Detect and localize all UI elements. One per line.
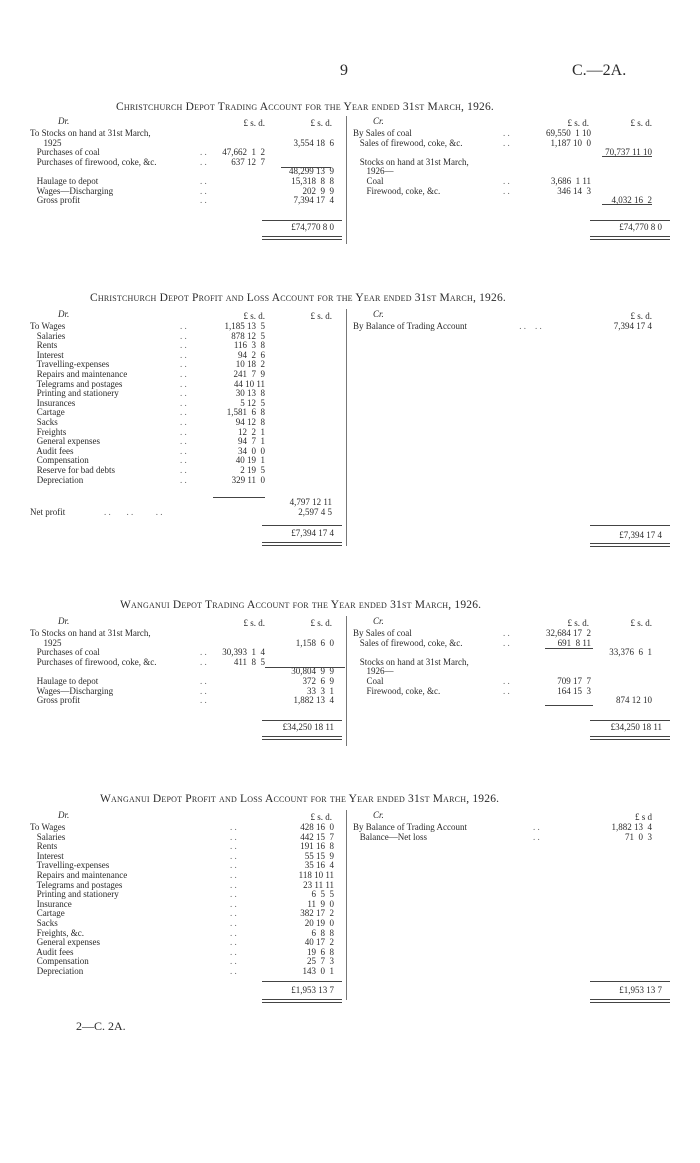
- ledger-amount: 6 8 8: [311, 927, 334, 938]
- ledger-row: [30, 938, 342, 948]
- ledger-amount: 411 8 5: [233, 656, 265, 667]
- ledger-item-label: Gross profit: [30, 195, 80, 206]
- s1-total-rule-bottom: [590, 236, 670, 240]
- ledger-amount: 25 7 3: [307, 956, 334, 967]
- ledger-amount: 94 12 8: [235, 416, 265, 427]
- s4-cr-label: Cr.: [373, 810, 384, 820]
- s4-total-rule-top: [262, 981, 342, 982]
- s2-divider: [346, 309, 347, 546]
- leader-dots: . .: [503, 175, 510, 186]
- ledger-item-label: Salaries: [30, 330, 66, 341]
- leader-dots: . .: [533, 831, 540, 842]
- ledger-amount-total: 3,554 18 6: [293, 137, 334, 148]
- leader-dots: . .: [230, 956, 237, 967]
- page-number: 9: [340, 62, 348, 79]
- ledger-item-label: Haulage to depot: [30, 675, 99, 686]
- ledger-amount: 1,581 6 8: [226, 407, 265, 418]
- leader-dots: . .: [230, 822, 237, 832]
- ledger-amount-total: 1,882 13 4: [293, 695, 334, 706]
- leader-dots: . .: [180, 340, 187, 351]
- s1-total-rule-bottom: [262, 236, 342, 240]
- s1-total-debit: £74,770 8 0: [291, 222, 334, 232]
- leader-dots: . .: [200, 156, 207, 167]
- s3-cr-head-a: £ s. d.: [567, 618, 589, 628]
- ledger-amount: 32,684 17 2: [546, 628, 591, 638]
- ledger-row: [30, 823, 342, 833]
- s4-cr-head: £ s d: [634, 812, 652, 822]
- leader-dots: . .: [180, 388, 187, 399]
- s2-net-value: 2,597 4 5: [298, 507, 332, 517]
- s4-total-credit: £1,953 13 7: [619, 985, 662, 995]
- ledger-item-label: Telegrams and postages: [30, 378, 123, 389]
- leader-dots: . .: [230, 917, 237, 928]
- s3-dr-label: Dr.: [58, 616, 70, 626]
- leader-dots: . .: [230, 927, 237, 938]
- ledger-item-label: Telegrams and postages: [30, 879, 123, 890]
- ledger-item-label: 1925: [30, 137, 62, 148]
- ledger-item-label: Interest: [30, 349, 64, 360]
- leader-dots: . .: [503, 685, 510, 696]
- leader-dots: . .: [180, 426, 187, 437]
- ledger-item-label: General expenses: [30, 436, 100, 447]
- s2-rule: [213, 497, 265, 498]
- ledger-amount: 34 0 0: [238, 445, 265, 456]
- s3-cr-head-b: £ s. d.: [630, 618, 652, 628]
- ledger-row: [353, 696, 658, 706]
- leader-dots: . .: [230, 879, 237, 890]
- leader-dots: . .: [180, 349, 187, 360]
- ledger-row: [30, 696, 342, 706]
- ledger-amount: 691 8 11: [557, 637, 591, 648]
- s4-divider: [346, 810, 347, 1000]
- leader-dots: . .: [230, 831, 237, 842]
- ledger-amount-total: 70,737 11 10: [605, 147, 652, 158]
- leader-dots: . .: [200, 185, 207, 196]
- leader-dots: . .: [180, 416, 187, 427]
- ledger-item-label: Cartage: [30, 407, 65, 418]
- ledger-amount: 55 15 9: [304, 850, 334, 861]
- ledger-amount: 40 17 2: [304, 937, 334, 948]
- leader-dots: . . . .: [519, 321, 542, 331]
- leader-dots: . .: [200, 685, 207, 696]
- leader-dots: . .: [180, 359, 187, 370]
- leader-dots: . .: [180, 474, 187, 485]
- ledger-item-label: Sales of firewood, coke, &c.: [353, 637, 463, 648]
- s2-cr-head: £ s. d.: [630, 311, 652, 321]
- ledger-item-label: 1926—: [353, 666, 394, 677]
- s1-cr-head-a: £ s. d.: [567, 118, 589, 128]
- ledger-amount: 191 16 8: [300, 841, 334, 852]
- ledger-item-label: Depreciation: [30, 965, 84, 976]
- s3-total-rule-top: [590, 720, 670, 721]
- ledger-item-label: Printing and stationery: [30, 388, 119, 399]
- ledger-amount: 709 17 7: [557, 675, 591, 686]
- s2-title: Christchurch Depot Profit and Loss Account for the Year ended 31st March, 1926.: [90, 292, 506, 304]
- leader-dots: . .: [230, 937, 237, 948]
- s3-title: Wanganui Depot Trading Account for the Year ended 31st March, 1926.: [120, 599, 482, 611]
- leader-dots: . .: [180, 378, 187, 389]
- ledger-item-label: Purchases of firewood, coke, &c.: [30, 156, 157, 167]
- ledger-row: [353, 687, 658, 697]
- ledger-amount: 94 7 1: [238, 436, 265, 447]
- ledger-amount-total: 1,158 6 0: [295, 637, 334, 648]
- ledger-item-label: Purchases of firewood, coke, &c.: [30, 656, 157, 667]
- page-footer-reference: 2—C. 2A.: [76, 1019, 126, 1033]
- ledger-amount: 118 10 11: [298, 869, 334, 880]
- s1-dr-head-b: £ s. d.: [310, 118, 332, 128]
- ledger-item-label: Insurance: [30, 898, 72, 909]
- ledger-amount: 1,185 13 5: [224, 321, 265, 331]
- ledger-amount: 442 15 7: [300, 831, 334, 842]
- s2-total-credit: £7,394 17 4: [619, 530, 662, 540]
- leader-dots: . .: [533, 822, 540, 832]
- ledger-amount: 3,686 1 11: [550, 175, 591, 186]
- s3-divider: [346, 616, 347, 746]
- s4-total-debit: £1,953 13 7: [291, 985, 334, 995]
- ledger-item-label: Reserve for bad debts: [30, 464, 115, 475]
- ledger-item-label: Purchases of coal: [30, 647, 100, 658]
- s3-total-rule-bottom: [262, 736, 342, 740]
- leader-dots: . .: [200, 175, 207, 186]
- s2-credit-text: By Balance of Trading Account: [353, 321, 467, 331]
- ledger-amount: 94 2 6: [238, 349, 265, 360]
- s4-dr-label: Dr.: [58, 810, 70, 820]
- s1-rule: [281, 167, 331, 168]
- ledger-item-label: Sales of firewood, coke, &c.: [353, 137, 463, 148]
- leader-dots: . .: [503, 185, 510, 196]
- s2-total-rule-top: [590, 525, 670, 526]
- ledger-item-label: Compensation: [30, 455, 89, 466]
- ledger-amount: 44 10 11: [233, 378, 265, 389]
- ledger-amount: 1,187 10 0: [550, 137, 591, 148]
- ledger-amount: 12 2 1: [238, 426, 265, 437]
- ledger-amount-total: 874 12 10: [616, 695, 652, 706]
- leader-dots: . .: [180, 445, 187, 456]
- leader-dots: . .: [180, 397, 187, 408]
- ledger-row: [30, 196, 342, 206]
- leader-dots: . .: [200, 675, 207, 686]
- s3-total-credit: £34,250 18 11: [610, 722, 662, 732]
- ledger-item-label: Depreciation: [30, 474, 84, 485]
- leader-dots: . .: [230, 889, 237, 900]
- s3-rule: [545, 705, 593, 706]
- leader-dots: . .: [200, 656, 207, 667]
- s4-dr-head: £ s. d.: [310, 812, 332, 822]
- ledger-item-label: Sacks: [30, 416, 58, 427]
- s1-total-credit: £74,770 8 0: [619, 222, 662, 232]
- leader-dots: . .: [200, 195, 207, 206]
- s3-total-rule-top: [262, 720, 342, 721]
- leader-dots: . .: [503, 137, 510, 148]
- ledger-item-label: Audit fees: [30, 946, 74, 957]
- s2-dr-head-b: £ s. d.: [310, 311, 332, 321]
- s1-divider: [346, 116, 347, 244]
- ledger-item-label: Firewood, coke, &c.: [353, 685, 441, 696]
- ledger-row: [30, 909, 342, 919]
- leader-dots: . .: [230, 841, 237, 852]
- ledger-item-label: Cartage: [30, 908, 65, 919]
- ledger-amount: 30 13 8: [235, 388, 265, 399]
- s2-debit-column: [30, 322, 342, 485]
- ledger-amount-total: 33 3 1: [307, 685, 334, 696]
- ledger-item-label: Rents: [30, 841, 58, 852]
- ledger-item-label: Stocks on hand at 31st March,: [353, 156, 469, 167]
- ledger-amount: 71 0 3: [625, 831, 652, 842]
- s2-total-rule-top: [262, 525, 342, 526]
- ledger-row: [353, 833, 658, 843]
- ledger-amount: 346 14 3: [557, 185, 591, 196]
- ledger-item-label: Wages—Discharging: [30, 685, 114, 696]
- leader-dots: . .: [180, 436, 187, 447]
- leader-dots: . .: [200, 695, 207, 706]
- ledger-item-label: Stocks on hand at 31st March,: [353, 656, 469, 667]
- ledger-item-label: Rents: [30, 340, 58, 351]
- ledger-amount: 878 12 5: [231, 330, 265, 341]
- ledger-item-label: To Wages: [30, 822, 66, 832]
- ledger-item-label: Purchases of coal: [30, 147, 100, 158]
- ledger-amount-total: 7,394 17 4: [293, 195, 334, 206]
- s3-dr-head-b: £ s. d.: [310, 618, 332, 628]
- ledger-row: [30, 833, 342, 843]
- ledger-row: [30, 900, 342, 910]
- leader-dots: . .: [230, 850, 237, 861]
- s2-credit-item: [353, 322, 542, 332]
- ledger-item-label: Sacks: [30, 917, 58, 928]
- ledger-amount: 47,662 1 2: [222, 147, 265, 158]
- ledger-item-label: By Balance of Trading Account: [353, 822, 467, 832]
- s1-dr-head-a: £ s. d.: [243, 118, 265, 128]
- s2-cr-label: Cr.: [373, 309, 384, 319]
- ledger-item-label: Travelling-expenses: [30, 860, 110, 871]
- s2-dr-label: Dr.: [58, 309, 70, 319]
- leader-dots: . .: [180, 368, 187, 379]
- leader-dots: . .: [503, 628, 510, 638]
- leader-dots: . .: [230, 946, 237, 957]
- s2-total-debit: £7,394 17 4: [291, 528, 334, 538]
- ledger-row: [30, 967, 342, 977]
- ledger-amount-total: 48,299 13 9: [289, 166, 334, 177]
- ledger-item-label: Coal: [353, 175, 384, 186]
- leader-dots: . .: [230, 860, 237, 871]
- leader-dots: . . . . . .: [104, 507, 163, 517]
- ledger-amount-total: 30,804 9 9: [291, 666, 334, 677]
- ledger-amount: 329 11 0: [231, 474, 265, 485]
- ledger-item-label: Audit fees: [30, 445, 74, 456]
- ledger-amount-total: 202 9 9: [302, 185, 334, 196]
- s4-debit-column: [30, 823, 342, 977]
- s4-total-rule-bottom: [590, 999, 670, 1003]
- ledger-amount: 143 0 1: [302, 965, 334, 976]
- leader-dots: . .: [503, 637, 510, 648]
- ledger-item-label: Salaries: [30, 831, 66, 842]
- ledger-amount: 5 12 5: [240, 397, 265, 408]
- ledger-item-label: Insurances: [30, 397, 76, 408]
- ledger-item-label: Repairs and maintenance: [30, 368, 128, 379]
- s1-rule: [602, 204, 652, 205]
- ledger-row: [30, 842, 342, 852]
- ledger-amount-total: 15,318 8 8: [291, 175, 334, 186]
- s2-dr-head-a: £ s. d.: [243, 311, 265, 321]
- ledger-amount: 35 16 4: [304, 860, 334, 871]
- s2-total-rule-bottom: [262, 542, 342, 546]
- leader-dots: . .: [230, 908, 237, 919]
- s2-total-rule-bottom: [590, 543, 670, 547]
- ledger-amount: 23 11 11: [303, 879, 334, 890]
- ledger-amount: 69,550 1 10: [546, 128, 591, 138]
- ledger-item-label: To Stocks on hand at 31st March,: [30, 628, 151, 638]
- document-reference: C.—2A.: [572, 62, 627, 79]
- s2-subtotal: 4,797 12 11: [289, 497, 332, 507]
- ledger-item-label: Printing and stationery: [30, 889, 119, 900]
- s1-dr-label: Dr.: [58, 116, 70, 126]
- ledger-item-label: 1925: [30, 637, 62, 648]
- ledger-row: [353, 158, 658, 168]
- ledger-amount: 30,393 1 4: [222, 647, 265, 658]
- ledger-item-label: Freights: [30, 426, 67, 437]
- s3-cr-label: Cr.: [373, 616, 384, 626]
- s4-total-rule-bottom: [262, 999, 342, 1003]
- leader-dots: . .: [503, 128, 510, 138]
- leader-dots: . .: [230, 965, 237, 976]
- ledger-item-label: Repairs and maintenance: [30, 869, 128, 880]
- ledger-amount-total: 33,376 6 1: [609, 647, 652, 658]
- ledger-item-label: Freights, &c.: [30, 927, 84, 938]
- s1-credit-column: [353, 129, 658, 206]
- leader-dots: . .: [180, 407, 187, 418]
- s1-cr-label: Cr.: [373, 116, 384, 126]
- ledger-amount: 10 18 2: [235, 359, 265, 370]
- ledger-amount: 2 19 5: [240, 464, 265, 475]
- ledger-amount: 6 5 5: [311, 889, 334, 900]
- s1-total-rule-top: [262, 220, 342, 221]
- leader-dots: . .: [180, 455, 187, 466]
- leader-dots: . .: [230, 898, 237, 909]
- leader-dots: . .: [503, 675, 510, 686]
- s2-net-label: Net profit: [30, 507, 66, 517]
- ledger-item-label: By Sales of coal: [353, 128, 412, 138]
- ledger-item-label: Travelling-expenses: [30, 359, 110, 370]
- ledger-row: [30, 890, 342, 900]
- ledger-item-label: 1926—: [353, 166, 394, 177]
- ledger-amount: 428 16 0: [300, 822, 334, 832]
- ledger-amount: 241 7 9: [233, 368, 265, 379]
- s3-total-debit: £34,250 18 11: [282, 722, 334, 732]
- ledger-row: [30, 476, 342, 486]
- leader-dots: . .: [200, 647, 207, 658]
- leader-dots: . .: [230, 869, 237, 880]
- ledger-amount: 637 12 7: [231, 156, 265, 167]
- ledger-item-label: To Stocks on hand at 31st March,: [30, 128, 151, 138]
- ledger-item-label: Firewood, coke, &c.: [353, 185, 441, 196]
- s3-rule: [545, 648, 593, 649]
- ledger-amount: 1,882 13 4: [611, 822, 652, 832]
- s1-cr-head-b: £ s. d.: [630, 118, 652, 128]
- s2-credit-value: 7,394 17 4: [613, 321, 652, 331]
- s1-total-rule-top: [590, 220, 670, 221]
- ledger-item-label: Interest: [30, 850, 64, 861]
- ledger-amount: 382 17 2: [300, 908, 334, 919]
- s1-rule: [602, 156, 652, 157]
- leader-dots: . .: [200, 147, 207, 158]
- ledger-amount: 40 19 1: [235, 455, 265, 466]
- ledger-item-label: Haulage to depot: [30, 175, 99, 186]
- ledger-item-label: Gross profit: [30, 695, 80, 706]
- ledger-amount-total: 372 6 9: [302, 675, 334, 686]
- s4-total-rule-top: [590, 981, 670, 982]
- leader-dots: . .: [180, 330, 187, 341]
- s3-credit-column: [353, 629, 658, 706]
- ledger-amount: 20 19 0: [304, 917, 334, 928]
- ledger-item-label: Compensation: [30, 956, 89, 967]
- ledger-item-label: To Wages: [30, 321, 66, 331]
- s4-credit-column: [353, 823, 658, 842]
- s3-rule: [265, 667, 345, 668]
- ledger-amount: 116 3 8: [233, 340, 265, 351]
- ledger-item-label: By Sales of coal: [353, 628, 412, 638]
- ledger-item-label: Balance—Net loss: [353, 831, 427, 842]
- leader-dots: . .: [180, 321, 187, 331]
- ledger-item-label: Coal: [353, 675, 384, 686]
- ledger-row: [353, 658, 658, 668]
- ledger-item-label: Wages—Discharging: [30, 185, 114, 196]
- s4-title: Wanganui Depot Profit and Loss Account for the Year ended 31st March, 1926.: [100, 793, 500, 805]
- leader-dots: . .: [180, 464, 187, 475]
- ledger-amount: 164 15 3: [557, 685, 591, 696]
- s3-dr-head-a: £ s. d.: [243, 618, 265, 628]
- s1-title: Christchurch Depot Trading Account for the Year ended 31st March, 1926.: [116, 101, 495, 113]
- s3-total-rule-bottom: [590, 736, 670, 740]
- ledger-item-label: General expenses: [30, 937, 100, 948]
- ledger-amount: 19 6 8: [307, 946, 334, 957]
- ledger-amount-total: 4,032 16 2: [611, 195, 652, 206]
- ledger-amount: 11 9 0: [307, 898, 334, 909]
